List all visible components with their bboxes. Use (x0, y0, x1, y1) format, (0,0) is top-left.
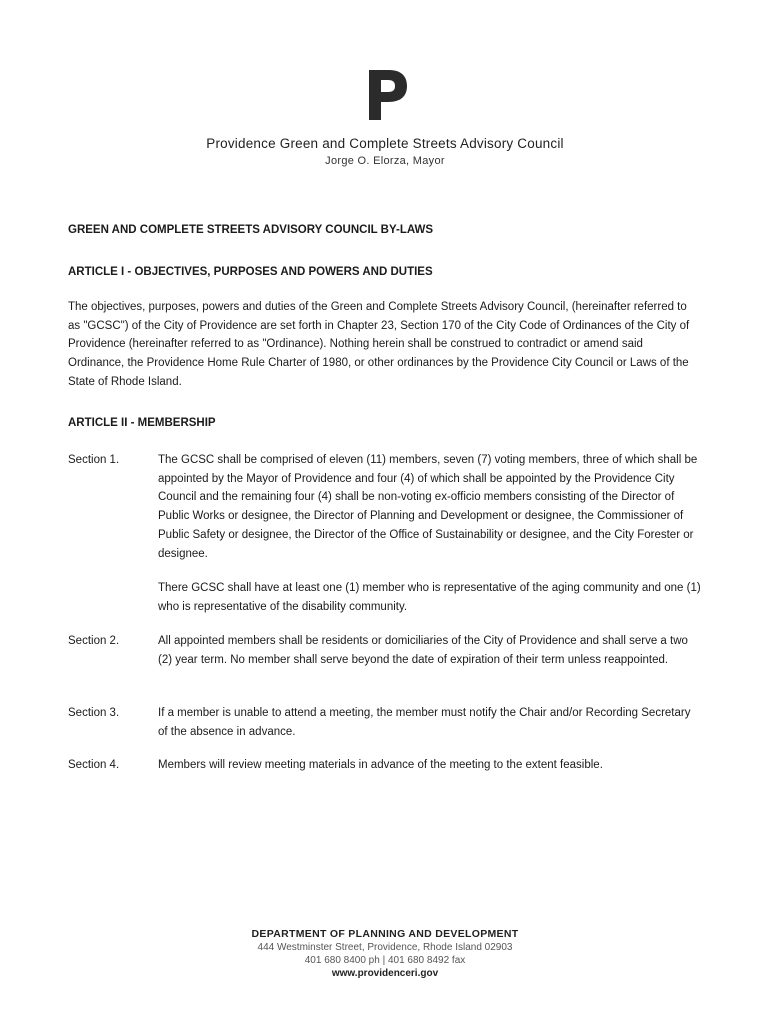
council-name: Providence Green and Complete Streets Advisory Council (206, 136, 564, 151)
section-3-text: If a member is unable to attend a meeting, the member must notify the Chair and/or Recording Secretary of the absence in advance. (158, 707, 691, 738)
section-1-text: The GCSC shall be comprised of eleven (11) members, seven (7) voting members, three of which shall be appointed by the Mayor of Providence and four (4) of which shall be appointed by the Providence City Council and the remaining four (4) shall be non-voting ex-officio members consisting of the Director of Public Works or designee, the Director of Planning and Development or designee, the Commissioner of Public Safety or designee, the Director of the Office of Sustainability or designee, and the City Forester or designee. (158, 454, 698, 560)
section-2-label: Section 2. (68, 635, 120, 647)
document-title: GREEN AND COMPLETE STREETS ADVISORY COUNCIL BY-LAWS (68, 224, 434, 236)
article-1-heading: ARTICLE I - OBJECTIVES, PURPOSES AND POWERS AND DUTIES (68, 266, 433, 278)
section-2-text: All appointed members shall be residents or domiciliaries of the City of Providence and shall serve a two (2) year term. No member shall serve beyond the date of expiration of their term unless reappointed. (158, 635, 688, 666)
mayor-line: Jorge O. Elorza, Mayor (325, 155, 445, 167)
section-4-label: Section 4. (68, 759, 120, 771)
footer (232, 924, 538, 992)
footer-address: 444 Westminster Street, Providence, Rhode Island 02903 (257, 942, 513, 953)
section-1-label: Section 1. (68, 454, 120, 466)
city-logo-p (367, 70, 407, 120)
section-3-label: Section 3. (68, 707, 120, 719)
footer-department: DEPARTMENT OF PLANNING AND DEVELOPMENT (251, 928, 519, 940)
footer-phones: 401 680 8400 ph | 401 680 8492 fax (304, 955, 466, 966)
section-1-text-2: There GCSC shall have at least one (1) member who is representative of the aging community and one (1) who is representative of the disability community. (158, 582, 701, 613)
section-4-text: Members will review meeting materials in advance of the meeting to the extent feasible. (158, 759, 603, 771)
footer-website: www.providenceri.gov (331, 968, 439, 979)
article-2-heading: ARTICLE II - MEMBERSHIP (68, 417, 216, 429)
article-1-body: The objectives, purposes, powers and duties of the Green and Complete Streets Advisory Council, (hereinafter referred to as "GCSC") of the City of Providence are set forth in Chapter 23, Section 170 of the City Code of Ordinances of the City of Providence (hereinafter referred to as "Ordinance). Nothing herein shall be construed to contradict or amend said Ordinance, the Providence Home Rule Charter of 1980, or other ordinances by the Providence City Council or Laws of the State of Rhode Island. (68, 301, 690, 388)
